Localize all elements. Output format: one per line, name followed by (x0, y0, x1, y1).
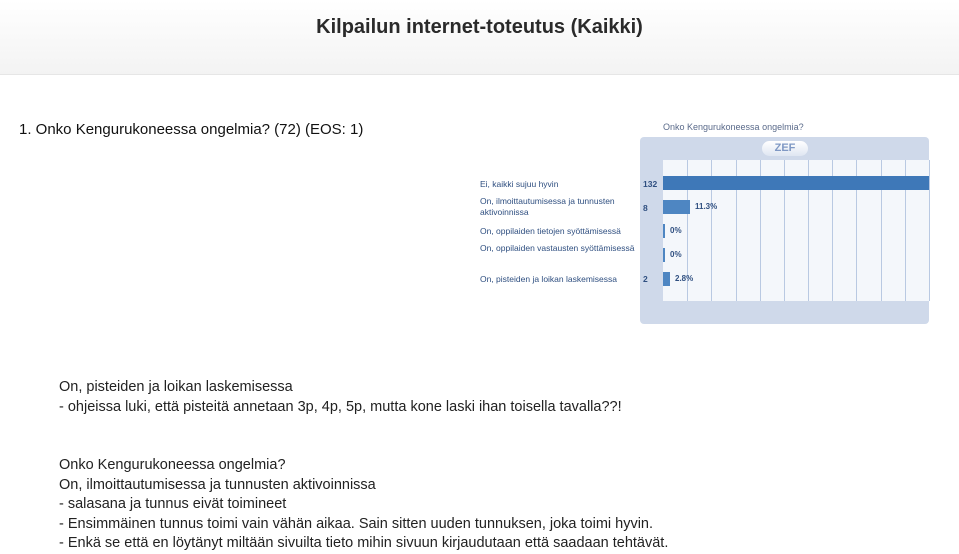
chart-count-label: 132 (643, 179, 658, 189)
chart-category-label: On, pisteiden ja loikan laskemisessa (480, 274, 618, 284)
chart-bar (663, 272, 670, 286)
comment-line: - Enkä se että en löytänyt miltään sivuilta tieto mihin sivuun kirjaudutaan että saadaan tehtävät. (59, 535, 669, 551)
comment-line: Onko Kengurukoneessa ongelmia? (59, 457, 286, 473)
chart-category-label: On, oppilaiden vastausten syöttämisessä (480, 243, 635, 253)
chart-percent-label: 0% (670, 226, 682, 235)
chart-bar (663, 248, 665, 262)
chart-bar (663, 200, 690, 214)
chart-title: Onko Kengurukoneessa ongelmia? (663, 122, 804, 132)
chart-percent-label: 0% (670, 250, 682, 259)
chart-count-label: 8 (643, 203, 648, 213)
chart-percent-label: 11.3% (695, 202, 718, 211)
comment-block-1 (59, 377, 622, 417)
chart-category-label: Ei, kaikki sujuu hyvin (480, 179, 559, 189)
comment-block-2 (59, 456, 668, 554)
chart-category-label: On, oppilaiden tietojen syöttämisessä (480, 226, 621, 236)
chart-gridline (929, 160, 930, 301)
page-header (0, 0, 959, 75)
comment-line: - ohjeissa luki, että pisteitä annetaan 3p, 4p, 5p, mutta kone laski ihan toisella tavalla??! (59, 399, 622, 415)
zef-logo: ZEF (762, 141, 808, 156)
comment-line: - Ensimmäinen tunnus toimi vain vähän aikaa. Sain sitten uuden tunnuksen, joka toimi hyvin. (59, 515, 654, 532)
chart-percent-label: 2.8% (675, 274, 694, 283)
comment-line: On, ilmoittautumisessa ja tunnusten aktivoinnissa (59, 476, 376, 493)
comment-line: - salasana ja tunnus eivät toimineet (59, 496, 287, 512)
page-title: Kilpailun internet-toteutus (Kaikki) (316, 16, 643, 38)
comment-line: On, pisteiden ja loikan laskemisessa (59, 379, 293, 395)
chart-count-label: 2 (643, 274, 648, 284)
question-heading: 1. Onko Kengurukoneessa ongelmia? (72) (EOS: 1) (19, 121, 364, 138)
chart-category-label: On, ilmoittautumisessa ja tunnusten aktivoinnissa (480, 196, 615, 217)
chart-bar (663, 176, 929, 190)
chart-bar (663, 224, 665, 238)
